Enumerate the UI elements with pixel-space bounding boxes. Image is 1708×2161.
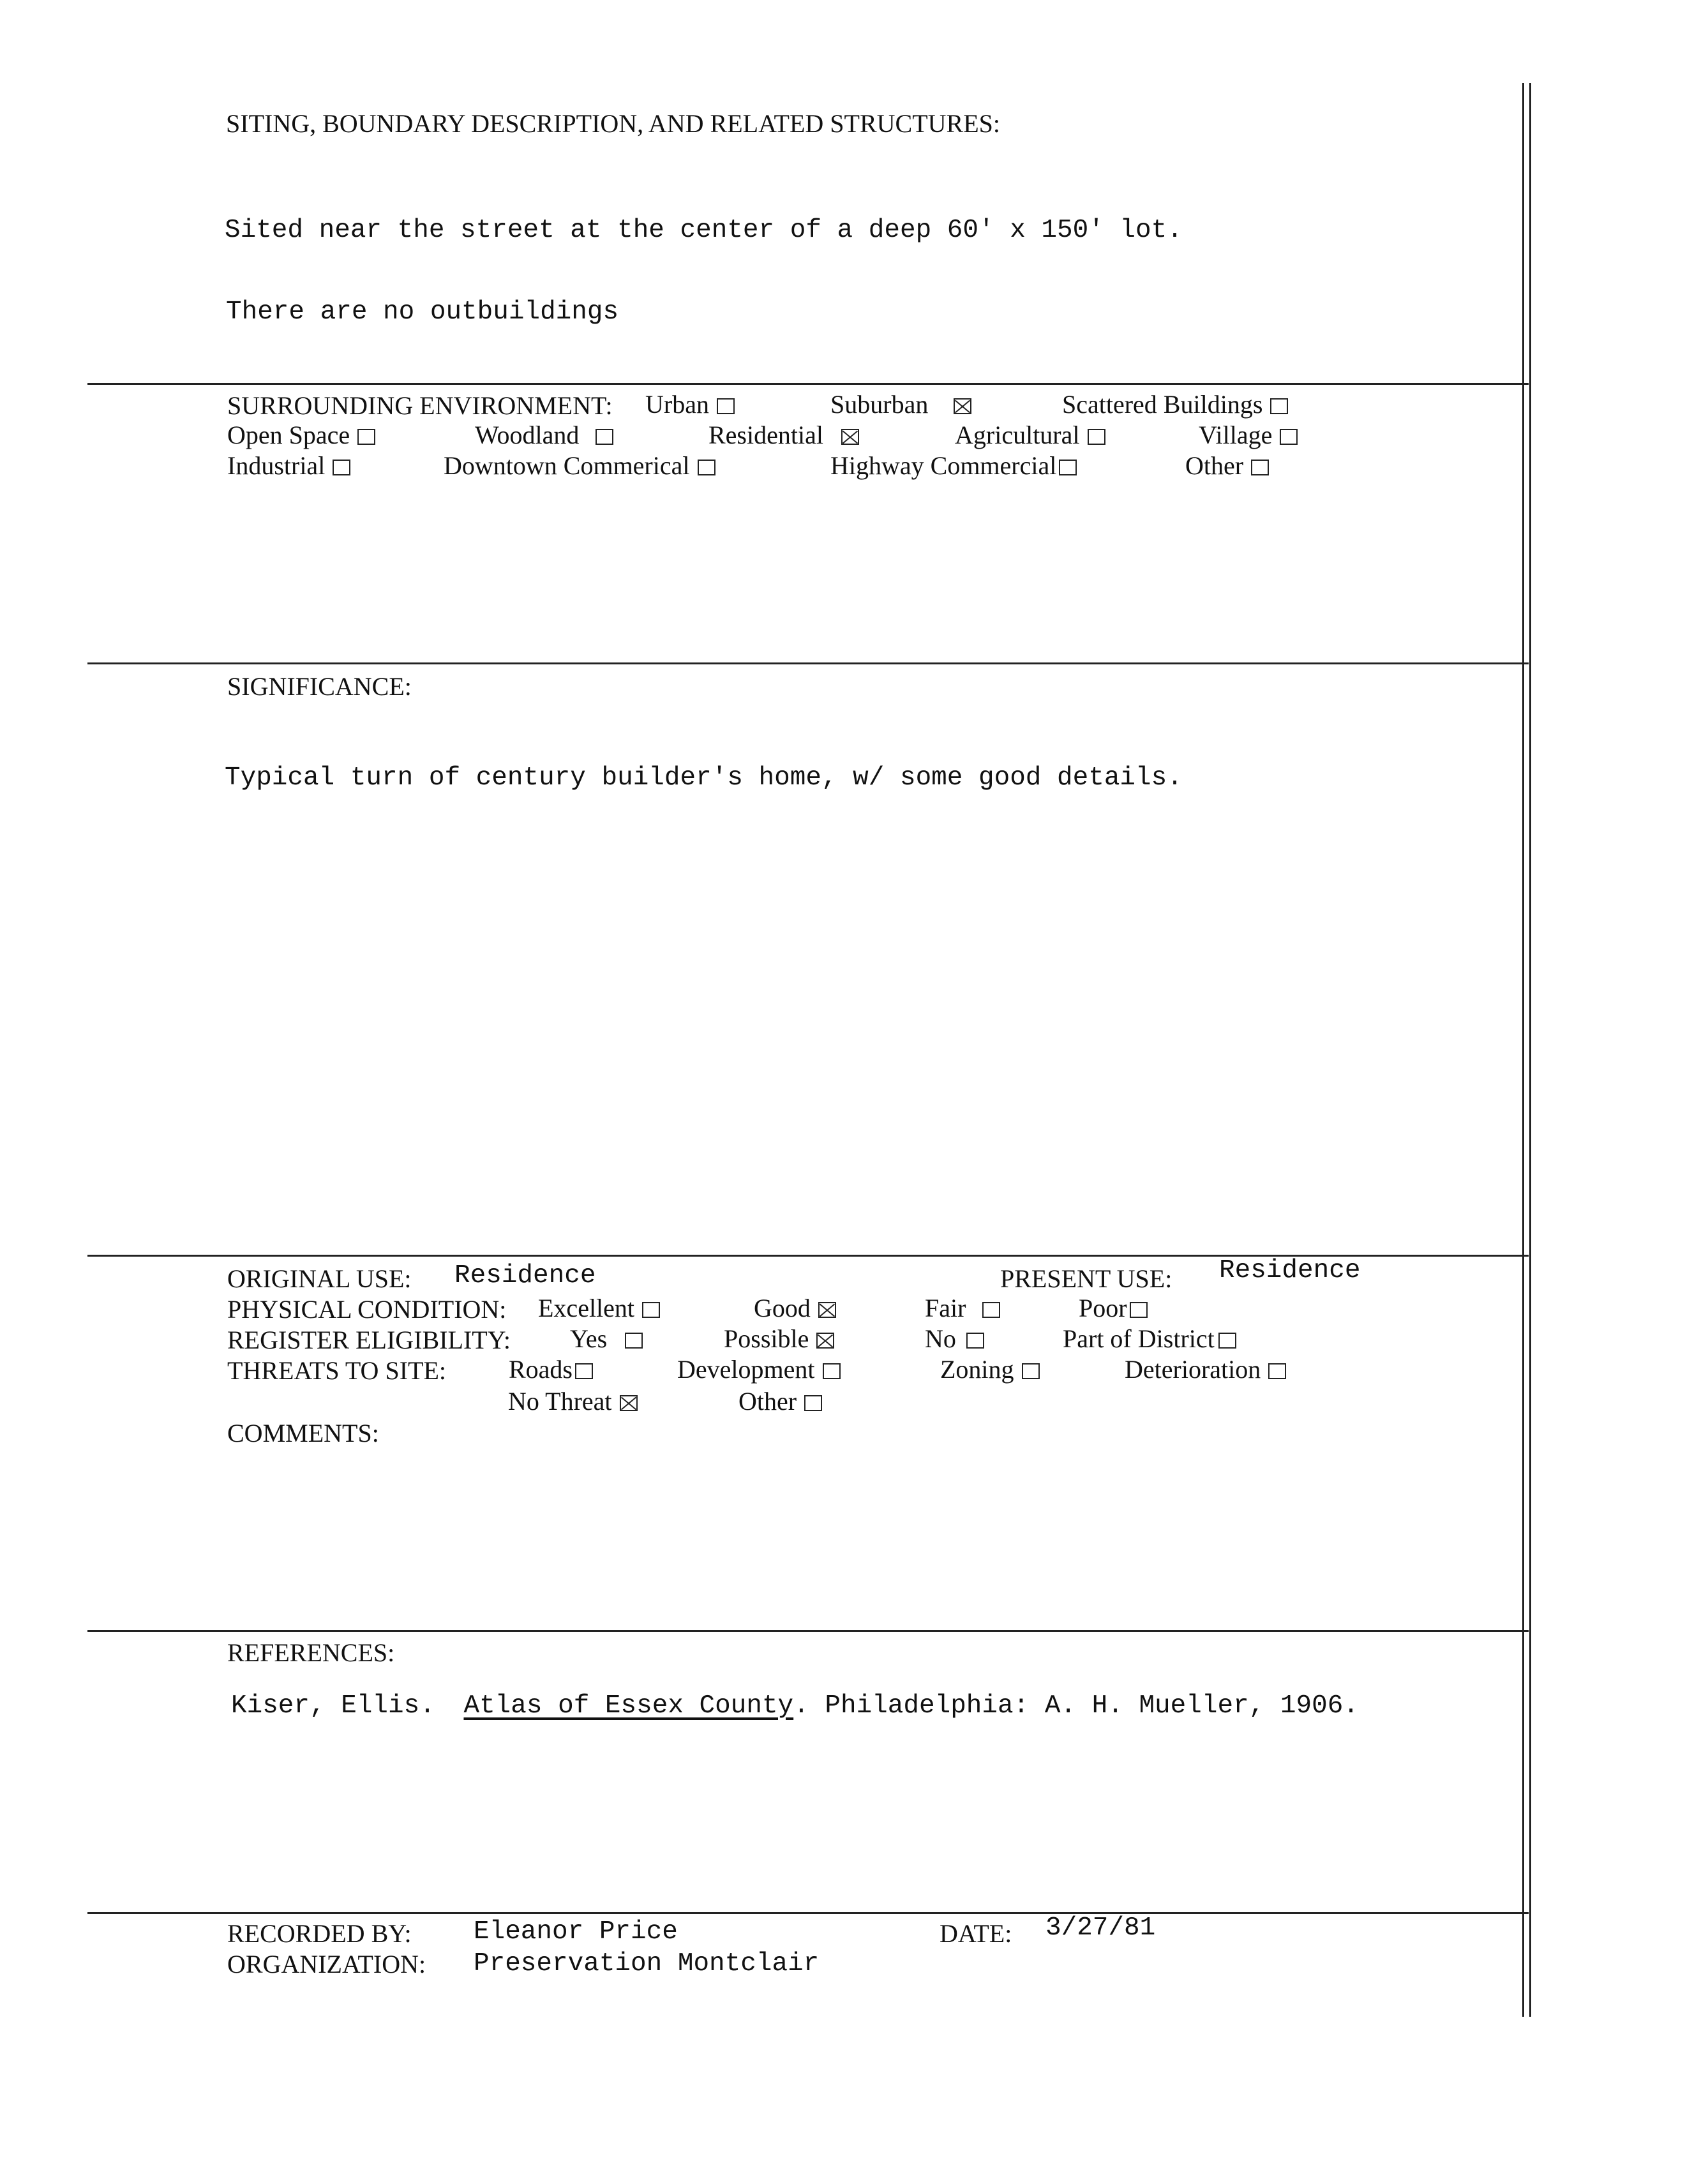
condition-label-good: Good [754, 1294, 811, 1322]
env-option-residential[interactable] [708, 420, 859, 450]
env-checkbox-suburban[interactable] [954, 398, 971, 414]
organization-value: Preservation Montclair [474, 1949, 820, 1978]
env-option-open-space[interactable] [227, 420, 375, 450]
divider-4 [87, 1630, 1529, 1632]
original-use-label: ORIGINAL USE: [227, 1264, 412, 1293]
condition-checkbox-good[interactable] [818, 1302, 836, 1318]
env-checkbox-agricultural[interactable] [1088, 429, 1105, 445]
condition-option-fair[interactable] [925, 1293, 1000, 1323]
reference-author: Kiser, Ellis. [231, 1691, 435, 1721]
right-border-outer [1529, 83, 1531, 2017]
eligibility-option-yes[interactable] [570, 1324, 643, 1354]
env-option-highway[interactable] [830, 451, 1077, 481]
right-border-inner [1522, 83, 1524, 2017]
threat-label-deterioration: Deterioration [1125, 1355, 1261, 1384]
env-checkbox-industrial[interactable] [333, 460, 350, 475]
condition-option-good[interactable] [754, 1293, 836, 1323]
env-option-woodland[interactable] [475, 420, 613, 450]
environment-heading: SURROUNDING ENVIRONMENT: [227, 391, 613, 420]
env-checkbox-other[interactable] [1251, 460, 1269, 475]
eligibility-label-yes: Yes [570, 1324, 608, 1353]
env-label-agricultural: Agricultural [955, 421, 1080, 449]
env-option-other[interactable] [1185, 451, 1269, 481]
env-label-residential: Residential [708, 421, 823, 449]
threat-label-no-threat: No Threat [508, 1387, 612, 1416]
eligibility-checkbox-possible[interactable] [816, 1333, 834, 1349]
condition-option-excellent[interactable] [538, 1293, 660, 1323]
env-label-woodland: Woodland [475, 421, 580, 449]
original-use-value: Residence [454, 1261, 596, 1290]
condition-label: PHYSICAL CONDITION: [227, 1295, 507, 1324]
organization-label: ORGANIZATION: [227, 1950, 426, 1978]
siting-heading: SITING, BOUNDARY DESCRIPTION, AND RELATED STRUCTURES: [226, 109, 1001, 138]
date-label: DATE: [940, 1919, 1012, 1948]
env-checkbox-village[interactable] [1280, 429, 1298, 445]
threat-checkbox-deterioration[interactable] [1268, 1363, 1286, 1379]
threat-option-deterioration[interactable] [1125, 1354, 1286, 1384]
reference-entry [231, 1691, 1359, 1721]
present-use-value: Residence [1219, 1256, 1361, 1285]
divider-1 [87, 383, 1529, 385]
env-label-downtown: Downtown Commerical [444, 451, 690, 480]
threat-label-development: Development [677, 1355, 815, 1384]
threat-checkbox-development[interactable] [823, 1363, 841, 1379]
reference-rest: . Philadelphia: A. H. Mueller, 1906. [793, 1691, 1359, 1721]
eligibility-checkbox-district[interactable] [1218, 1333, 1236, 1349]
eligibility-label-no: No [925, 1324, 956, 1353]
env-checkbox-open-space[interactable] [357, 429, 375, 445]
date-value: 3/27/81 [1045, 1913, 1156, 1943]
divider-5 [87, 1912, 1529, 1914]
condition-label-poor: Poor [1079, 1294, 1127, 1322]
divider-2 [87, 662, 1529, 664]
env-label-other: Other [1185, 451, 1244, 480]
env-option-downtown[interactable] [444, 451, 715, 481]
threat-label-other: Other [738, 1387, 797, 1416]
threat-checkbox-other[interactable] [804, 1395, 822, 1411]
siting-line-2: There are no outbuildings [226, 297, 619, 327]
threat-checkbox-no-threat[interactable] [620, 1395, 638, 1411]
env-label-industrial: Industrial [227, 451, 326, 480]
threat-option-no-threat[interactable] [508, 1386, 638, 1416]
threat-option-development[interactable] [677, 1354, 841, 1384]
eligibility-option-district[interactable] [1063, 1324, 1236, 1354]
eligibility-option-no[interactable] [925, 1324, 984, 1354]
threat-label-roads: Roads [509, 1355, 573, 1384]
env-option-urban[interactable] [645, 389, 735, 419]
env-label-village: Village [1199, 421, 1273, 449]
env-checkbox-downtown[interactable] [698, 460, 715, 475]
env-checkbox-scattered[interactable] [1270, 398, 1288, 414]
env-label-suburban: Suburban [830, 390, 929, 419]
condition-checkbox-poor[interactable] [1130, 1302, 1148, 1318]
eligibility-label: REGISTER ELIGIBILITY: [227, 1326, 511, 1354]
condition-label-fair: Fair [925, 1294, 966, 1322]
env-option-suburban[interactable] [830, 389, 971, 419]
significance-heading: SIGNIFICANCE: [227, 672, 412, 701]
eligibility-label-possible: Possible [724, 1324, 809, 1353]
threat-option-other[interactable] [738, 1386, 822, 1416]
condition-label-excellent: Excellent [538, 1294, 635, 1322]
env-label-urban: Urban [645, 390, 709, 419]
present-use-label: PRESENT USE: [1000, 1264, 1172, 1293]
env-label-scattered: Scattered Buildings [1062, 390, 1263, 419]
recorded-by-value: Eleanor Price [474, 1917, 678, 1947]
env-checkbox-woodland[interactable] [596, 429, 613, 445]
siting-line-1: Sited near the street at the center of a deep 60' x 150' lot. [225, 216, 1183, 245]
threat-option-roads[interactable] [509, 1354, 593, 1384]
significance-text: Typical turn of century builder's home, w/ some good details. [225, 763, 1183, 793]
references-heading: REFERENCES: [227, 1638, 395, 1667]
eligibility-label-district: Part of District [1063, 1324, 1215, 1353]
eligibility-checkbox-no[interactable] [966, 1333, 984, 1349]
env-checkbox-urban[interactable] [717, 398, 735, 414]
threat-label-zoning: Zoning [940, 1355, 1014, 1384]
comments-label: COMMENTS: [227, 1419, 379, 1447]
env-label-open-space: Open Space [227, 421, 350, 449]
threat-checkbox-roads[interactable] [575, 1363, 593, 1379]
env-option-scattered[interactable] [1062, 389, 1288, 419]
eligibility-checkbox-yes[interactable] [625, 1333, 643, 1349]
env-option-village[interactable] [1199, 420, 1298, 450]
env-label-highway: Highway Commercial [830, 451, 1057, 480]
recorded-by-label: RECORDED BY: [227, 1919, 412, 1948]
condition-checkbox-fair[interactable] [982, 1302, 1000, 1318]
condition-checkbox-excellent[interactable] [642, 1302, 660, 1318]
condition-option-poor[interactable] [1079, 1293, 1148, 1323]
eligibility-option-possible[interactable] [724, 1324, 834, 1354]
env-option-industrial[interactable] [227, 451, 350, 481]
env-checkbox-highway[interactable] [1059, 460, 1077, 475]
threats-label: THREATS TO SITE: [227, 1356, 446, 1385]
threat-option-zoning[interactable] [940, 1354, 1040, 1384]
reference-title: Atlas of Essex County [463, 1691, 794, 1721]
env-checkbox-residential[interactable] [841, 429, 859, 445]
threat-checkbox-zoning[interactable] [1022, 1363, 1040, 1379]
env-option-agricultural[interactable] [955, 420, 1105, 450]
